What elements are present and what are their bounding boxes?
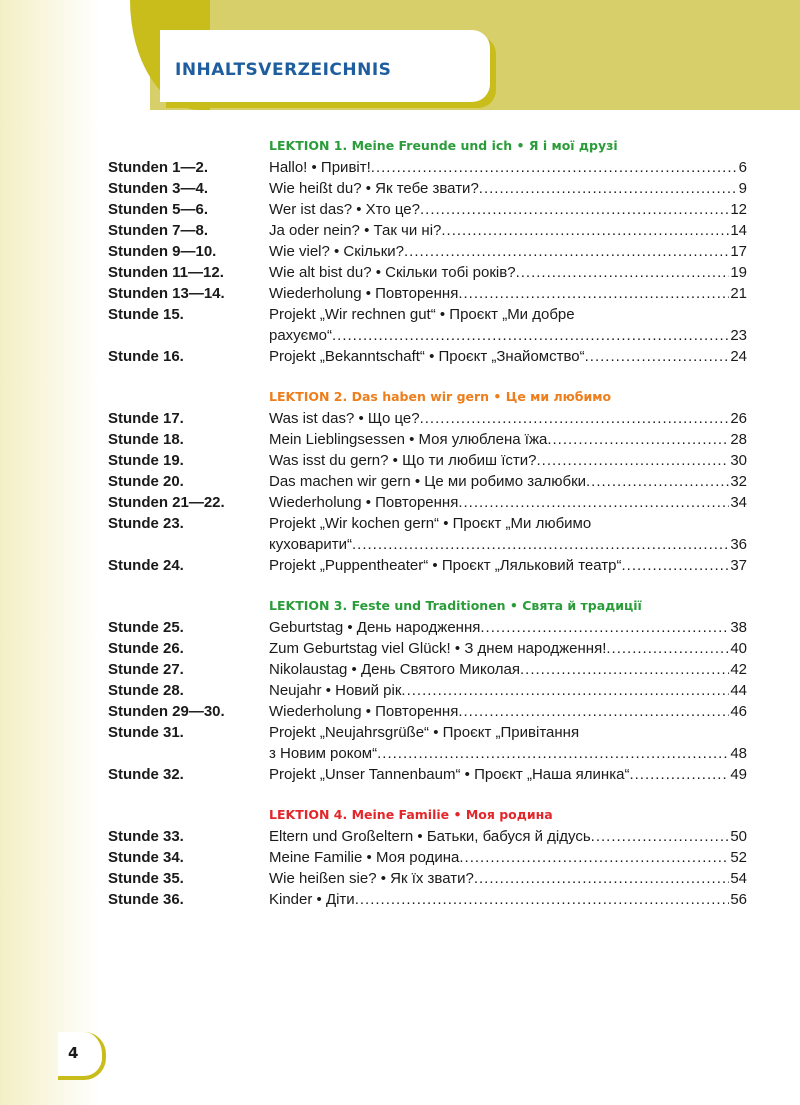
stunde-label: Stunde 15. xyxy=(108,306,184,323)
page-number-tab xyxy=(58,1032,106,1080)
entry-line xyxy=(269,555,747,576)
entry-line xyxy=(269,178,747,199)
dot-leader xyxy=(606,638,729,659)
entry-line xyxy=(269,680,747,701)
page-ref: 9 xyxy=(738,180,747,197)
entry-text-line1: Projekt „Wir rechnen gut“ • Проєкт „Ми добре xyxy=(269,306,575,323)
dot-leader xyxy=(355,889,730,910)
stunde-label: Stunde 31. xyxy=(108,724,184,741)
stunde-label: Stunden 9—10. xyxy=(108,243,217,260)
dot-leader xyxy=(458,283,729,304)
entry-text: Was ist das? • Що це? xyxy=(269,410,420,427)
entry-text: Projekt „Unser Tannenbaum“ • Проєкт „Наша ялинка“ xyxy=(269,766,630,783)
dot-leader xyxy=(352,534,729,555)
entry-text: Wie viel? • Скільки? xyxy=(269,243,405,260)
dot-leader xyxy=(404,241,729,262)
entry-line xyxy=(269,346,747,367)
entry-body xyxy=(269,429,747,450)
toc-entry[interactable] xyxy=(0,450,800,471)
entry-line xyxy=(269,701,747,722)
stunde-label: Stunde 34. xyxy=(108,849,184,866)
entry-text: Wie heißt du? • Як тебе звати? xyxy=(269,180,479,197)
entry-text: Eltern und Großeltern • Батьки, бабуся й дідусь xyxy=(269,828,591,845)
entry-text: Projekt „Bekanntschaft“ • Проєкт „Знайомство“ xyxy=(269,348,585,365)
dot-leader xyxy=(479,178,738,199)
toc-entry[interactable] xyxy=(0,304,800,346)
entry-text: Neujahr • Новий рік xyxy=(269,682,402,699)
dot-leader xyxy=(332,325,729,346)
entry-line xyxy=(269,847,747,868)
page-ref: 52 xyxy=(730,849,747,866)
entry-body xyxy=(269,346,747,367)
entry-body xyxy=(269,555,747,576)
entry-text: Was isst du gern? • Що ти любиш їсти? xyxy=(269,452,537,469)
page-ref: 46 xyxy=(730,703,747,720)
stunde-label: Stunde 20. xyxy=(108,473,184,490)
toc-entry[interactable] xyxy=(0,408,800,429)
dot-leader xyxy=(420,199,729,220)
page-ref: 42 xyxy=(730,661,747,678)
stunde-label: Stunden 13—14. xyxy=(108,285,225,302)
entry-body xyxy=(269,492,747,513)
entry-line xyxy=(269,492,747,513)
entry-body xyxy=(269,680,747,701)
entry-text: Zum Geburtstag viel Glück! • З днем народження! xyxy=(269,640,607,657)
toc-entry[interactable] xyxy=(0,346,800,367)
entry-body xyxy=(269,701,747,722)
table-of-contents xyxy=(0,134,800,910)
entry-body xyxy=(269,450,747,471)
dot-leader xyxy=(458,701,729,722)
page-ref: 36 xyxy=(730,536,747,553)
page-ref: 6 xyxy=(738,159,747,176)
entry-text: Meine Familie • Моя родина xyxy=(269,849,460,866)
page-ref: 44 xyxy=(730,682,747,699)
dot-leader xyxy=(591,826,730,847)
dot-leader xyxy=(516,262,730,283)
page-title: INHALTSVERZEICHNIS xyxy=(175,60,392,80)
entry-line xyxy=(269,408,747,429)
entry-text-line1: Projekt „Wir kochen gern“ • Проєкт „Ми любимо xyxy=(269,515,592,532)
page-ref: 56 xyxy=(730,891,747,908)
toc-entry[interactable] xyxy=(0,722,800,764)
toc-entry[interactable] xyxy=(0,868,800,889)
lesson-header xyxy=(0,594,800,617)
entry-body xyxy=(269,241,747,262)
entry-line xyxy=(269,262,747,283)
entry-text: Wiederholung • Повторення xyxy=(269,285,459,302)
entry-body xyxy=(269,889,747,910)
page-ref: 32 xyxy=(730,473,747,490)
entry-line xyxy=(269,638,747,659)
entry-line xyxy=(269,868,747,889)
toc-entry[interactable] xyxy=(0,157,800,178)
entry-text: Das machen wir gern • Це ми робимо залюбки xyxy=(269,473,587,490)
toc-entry[interactable] xyxy=(0,429,800,450)
page-ref: 19 xyxy=(730,264,747,281)
stunde-label: Stunden 29—30. xyxy=(108,703,225,720)
entry-body xyxy=(269,617,747,638)
page-ref: 40 xyxy=(730,640,747,657)
stunde-label: Stunden 7—8. xyxy=(108,222,209,239)
toc-entry[interactable] xyxy=(0,638,800,659)
entry-body xyxy=(269,868,747,889)
entry-text: Mein Lieblingsessen • Моя улюблена їжа xyxy=(269,431,548,448)
entry-body xyxy=(269,471,747,492)
stunde-label: Stunden 21—22. xyxy=(108,494,225,511)
entry-line xyxy=(269,283,747,304)
entry-line xyxy=(269,471,747,492)
entry-body xyxy=(269,638,747,659)
toc-entry[interactable] xyxy=(0,241,800,262)
dot-leader xyxy=(458,492,729,513)
toc-entry[interactable] xyxy=(0,220,800,241)
toc-entry[interactable] xyxy=(0,701,800,722)
entry-line xyxy=(269,157,747,178)
entry-body xyxy=(269,304,747,346)
entry-text: Wiederholung • Повторення xyxy=(269,494,459,511)
entry-line xyxy=(269,199,747,220)
dot-leader xyxy=(459,847,729,868)
entry-line xyxy=(269,241,747,262)
dot-leader xyxy=(377,743,729,764)
entry-line xyxy=(269,534,747,555)
stunde-label: Stunde 25. xyxy=(108,619,184,636)
toc-entry[interactable] xyxy=(0,847,800,868)
toc-entry[interactable] xyxy=(0,492,800,513)
entry-text: Wiederholung • Повторення xyxy=(269,703,459,720)
lesson-header xyxy=(0,385,800,408)
dot-leader xyxy=(585,346,730,367)
toc-entry[interactable] xyxy=(0,889,800,910)
lesson-header xyxy=(0,134,800,157)
entry-text: Projekt „Puppentheater“ • Проєкт „Ляльковий театр“ xyxy=(269,557,622,574)
stunde-label: Stunde 27. xyxy=(108,661,184,678)
page-ref: 37 xyxy=(730,557,747,574)
dot-leader xyxy=(401,680,729,701)
entry-text: з Новим роком“ xyxy=(269,745,378,762)
lesson-header xyxy=(0,803,800,826)
entry-body xyxy=(269,262,747,283)
entry-body xyxy=(269,199,747,220)
entry-line xyxy=(269,826,747,847)
toc-entry[interactable] xyxy=(0,199,800,220)
entry-text: Wer ist das? • Хто це? xyxy=(269,201,420,218)
page-ref: 48 xyxy=(730,745,747,762)
page-ref: 50 xyxy=(730,828,747,845)
entry-text: куховарити“ xyxy=(269,536,353,553)
toc-entry[interactable] xyxy=(0,283,800,304)
entry-text: Geburtstag • День народження xyxy=(269,619,481,636)
entry-line xyxy=(269,450,747,471)
entry-body xyxy=(269,826,747,847)
lesson-title: LEKTION 3. Feste und Traditionen • Свята й традиції xyxy=(269,598,642,613)
entry-text: Hallo! • Привіт! xyxy=(269,159,371,176)
entry-line xyxy=(269,429,747,450)
toc-entry[interactable] xyxy=(0,659,800,680)
stunde-label: Stunde 32. xyxy=(108,766,184,783)
toc-entry[interactable] xyxy=(0,513,800,555)
entry-body xyxy=(269,157,747,178)
entry-body xyxy=(269,178,747,199)
lesson-title: LEKTION 1. Meine Freunde und ich • Я і мої друзі xyxy=(269,138,618,153)
entry-text: Ja oder nein? • Так чи ні? xyxy=(269,222,442,239)
page-ref: 28 xyxy=(730,431,747,448)
toc-entry[interactable] xyxy=(0,555,800,576)
dot-leader xyxy=(371,157,738,178)
entry-body xyxy=(269,220,747,241)
page-ref: 24 xyxy=(730,348,747,365)
entry-text: рахуємо“ xyxy=(269,327,332,344)
dot-leader xyxy=(537,450,730,471)
entry-body xyxy=(269,659,747,680)
stunde-label: Stunde 36. xyxy=(108,891,184,908)
dot-leader xyxy=(520,659,729,680)
dot-leader xyxy=(629,764,729,785)
dot-leader xyxy=(586,471,729,492)
stunde-label: Stunde 35. xyxy=(108,870,184,887)
stunde-label: Stunden 1—2. xyxy=(108,159,209,176)
page-ref: 17 xyxy=(730,243,747,260)
toc-entry[interactable] xyxy=(0,178,800,199)
stunde-label: Stunde 17. xyxy=(108,410,184,427)
page-ref: 49 xyxy=(730,766,747,783)
entry-body xyxy=(269,722,747,764)
stunde-label: Stunden 3—4. xyxy=(108,180,209,197)
toc-entry[interactable] xyxy=(0,617,800,638)
stunde-label: Stunde 33. xyxy=(108,828,184,845)
toc-entry[interactable] xyxy=(0,764,800,785)
toc-entry[interactable] xyxy=(0,680,800,701)
page-number: 4 xyxy=(68,1044,79,1062)
stunde-label: Stunde 16. xyxy=(108,348,184,365)
entry-line xyxy=(269,659,747,680)
stunde-label: Stunde 19. xyxy=(108,452,184,469)
entry-text: Wie alt bist du? • Скільки тобі років? xyxy=(269,264,516,281)
entry-line xyxy=(269,764,747,785)
entry-text: Nikolaustag • День Святого Миколая xyxy=(269,661,521,678)
stunde-label: Stunde 26. xyxy=(108,640,184,657)
entry-line xyxy=(269,220,747,241)
entry-text-line1: Projekt „Neujahrsgrüße“ • Проєкт „Привітання xyxy=(269,724,580,741)
stunde-label: Stunde 24. xyxy=(108,557,184,574)
lesson-title: LEKTION 4. Meine Familie • Моя родина xyxy=(269,807,553,822)
page-ref: 26 xyxy=(730,410,747,427)
entry-body xyxy=(269,847,747,868)
lesson-title: LEKTION 2. Das haben wir gern • Це ми любимо xyxy=(269,389,612,404)
entry-body xyxy=(269,408,747,429)
dot-leader xyxy=(547,429,729,450)
page-ref: 21 xyxy=(730,285,747,302)
page-ref: 30 xyxy=(730,452,747,469)
page-ref: 38 xyxy=(730,619,747,636)
entry-text: Kinder • Діти xyxy=(269,891,355,908)
entry-body xyxy=(269,764,747,785)
dot-leader xyxy=(480,617,729,638)
page-ref: 12 xyxy=(730,201,747,218)
dot-leader xyxy=(441,220,729,241)
page-ref: 34 xyxy=(730,494,747,511)
page-ref: 23 xyxy=(730,327,747,344)
entry-body xyxy=(269,513,747,555)
toc-entry[interactable] xyxy=(0,471,800,492)
stunde-label: Stunde 23. xyxy=(108,515,184,532)
toc-entry[interactable] xyxy=(0,826,800,847)
entry-text: Wie heißen sie? • Як їх звати? xyxy=(269,870,474,887)
dot-leader xyxy=(420,408,730,429)
entry-line xyxy=(269,325,747,346)
entry-line xyxy=(269,889,747,910)
page-ref: 14 xyxy=(730,222,747,239)
entry-body xyxy=(269,283,747,304)
stunde-label: Stunde 28. xyxy=(108,682,184,699)
page-ref: 54 xyxy=(730,870,747,887)
dot-leader xyxy=(622,555,730,576)
stunde-label: Stunden 11—12. xyxy=(108,264,224,281)
stunde-label: Stunden 5—6. xyxy=(108,201,209,218)
toc-entry[interactable] xyxy=(0,262,800,283)
stunde-label: Stunde 18. xyxy=(108,431,184,448)
dot-leader xyxy=(474,868,729,889)
entry-line xyxy=(269,743,747,764)
entry-line xyxy=(269,617,747,638)
